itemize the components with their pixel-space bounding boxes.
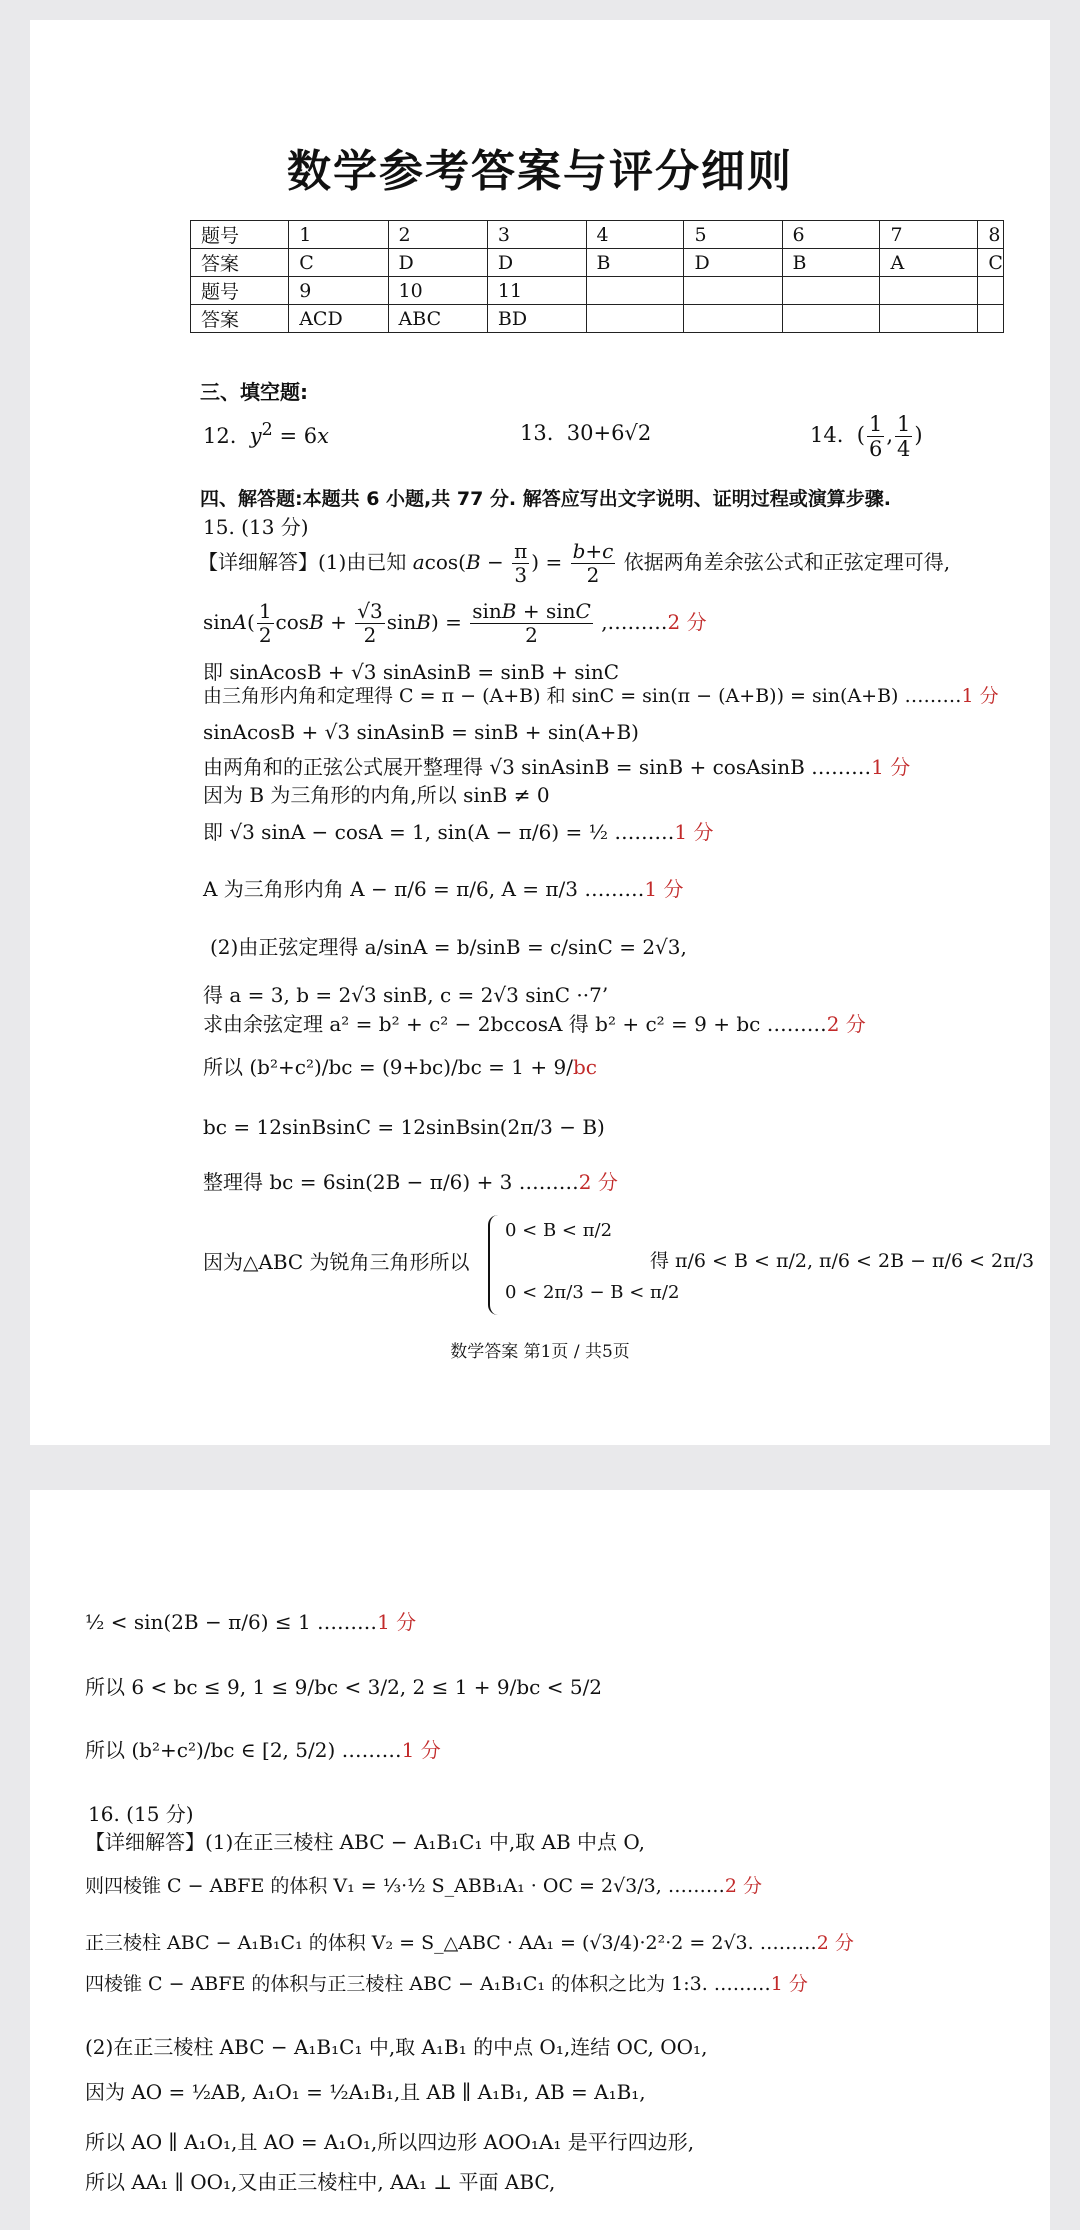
q16-line-7: 所以 AO ∥ A₁O₁,且 AO = A₁O₁,所以四边形 AOO₁A₁ 是平行四边形,	[85, 2130, 695, 2154]
answer-table-cell: 5	[684, 221, 782, 249]
answer-table-row	[191, 277, 1004, 305]
q16-line-2: 则四棱锥 C − ABFE 的体积 V₁ = ⅓·½ S_ABB₁A₁ · OC = 2√3/3, ………2 分	[85, 1875, 762, 1897]
answer-table-cell	[978, 277, 1004, 305]
q16-line-4: 四棱锥 C − ABFE 的体积与正三棱柱 ABC − A₁B₁C₁ 的体积之比为 1:3. ………1 分	[85, 1973, 808, 1995]
q15-line-4: 由三角形内角和定理得 C = π − (A+B) 和 sinC = sin(π − (A+B)) = sin(A+B) ………1 分	[203, 685, 999, 707]
answer-table-cell	[978, 305, 1004, 333]
section-fill-heading: 三、填空题:	[200, 380, 308, 404]
answer-table-cell: ABC	[388, 305, 487, 333]
answer-table-cell: 7	[880, 221, 978, 249]
q15-cond-2: 0 < 2π/3 − B < π/2	[505, 1282, 680, 1303]
answer-table-cell: A	[880, 249, 978, 277]
answer-table-cell: ACD	[289, 305, 388, 333]
q15-cond-1: 0 < B < π/2	[505, 1220, 613, 1241]
q15-line-5: sinAcosB + √3 sinAsinB = sinB + sin(A+B)	[203, 720, 639, 744]
answer-table-cell: 1	[289, 221, 388, 249]
answer-table-cell: 4	[586, 221, 684, 249]
q15-line-9: A 为三角形内角 A − π/6 = π/6, A = π/3 ………1 分	[203, 877, 684, 901]
answer-table-header-cell: 题号	[191, 277, 289, 305]
answer-page-1	[30, 20, 1050, 1445]
answer-table-cell	[586, 277, 684, 305]
answer-table-row	[191, 249, 1004, 277]
answer-table-cell: C	[289, 249, 388, 277]
answer-table-cell: D	[388, 249, 487, 277]
answer-page-2	[30, 1490, 1050, 2230]
answer-table-cell: D	[487, 249, 586, 277]
answer-table-cell: 9	[289, 277, 388, 305]
q15-line-13: 所以 (b²+c²)/bc = (9+bc)/bc = 1 + 9/bc	[203, 1055, 597, 1079]
q15-line-14: bc = 12sinBsinC = 12sinBsin(2π/3 − B)	[203, 1115, 605, 1139]
answer-table-cell: C	[978, 249, 1004, 277]
q16-line-3: 正三棱柱 ABC − A₁B₁C₁ 的体积 V₂ = S_△ABC · AA₁ = (√3/4)·2²·2 = 2√3. ………2 分	[85, 1932, 854, 1954]
answer-table	[190, 220, 1004, 333]
answer-table-row	[191, 305, 1004, 333]
answer-table-cell: B	[586, 249, 684, 277]
q13: 13. 30+6√2	[520, 421, 652, 445]
q12: 12. $y^2 = 6x$	[203, 420, 329, 448]
q15-line-2: sinA( $\frac{1}{2}$ cosB + $\frac{√3}{2}$ sinB) = $\frac{\sin B + \sin C}{2}$ ,………2 分	[203, 599, 707, 647]
answer-table-cell: 2	[388, 221, 487, 249]
section-solve-heading: 四、解答题:本题共 6 小题,共 77 分. 解答应写出文字说明、证明过程或演算步骤.	[200, 488, 891, 510]
answer-table-cell: D	[684, 249, 782, 277]
answer-table-cell	[586, 305, 684, 333]
answer-table-header-cell: 答案	[191, 249, 289, 277]
q15-line-15: 整理得 bc = 6sin(2B − π/6) + 3 ………2 分	[203, 1170, 618, 1194]
q15-cont-line-3: 所以 (b²+c²)/bc ∈ [2, 5/2) ………1 分	[85, 1738, 441, 1762]
q16-heading: 16. (15 分)	[88, 1802, 194, 1826]
q15-line-7: 因为 B 为三角形的内角,所以 sinB ≠ 0	[203, 783, 550, 807]
answer-table-cell: 8	[978, 221, 1004, 249]
answer-table-cell	[782, 305, 880, 333]
answer-table-cell: 10	[388, 277, 487, 305]
q15-heading: 15. (13 分)	[203, 515, 309, 539]
q16-line-6: 因为 AO = ½AB, A₁O₁ = ½A₁B₁,且 AB ∥ A₁B₁, AB = A₁B₁,	[85, 2080, 646, 2104]
q16-line-8: 所以 AA₁ ∥ OO₁,又由正三棱柱中, AA₁ ⊥ 平面 ABC,	[85, 2170, 556, 2194]
page-footer: 数学答案 第1页 / 共5页	[450, 1342, 630, 1362]
q15-line-16-result: 得 π/6 < B < π/2, π/6 < 2B − π/6 < 2π/3	[650, 1250, 1035, 1272]
answer-table-cell	[782, 277, 880, 305]
answer-table-row	[191, 221, 1004, 249]
answer-table-cell: B	[782, 249, 880, 277]
q14: 14. ( $\frac{1}{6}$ , $\frac{1}{4}$ )	[810, 412, 923, 462]
answer-table-cell: 11	[487, 277, 586, 305]
answer-table-cell: 3	[487, 221, 586, 249]
q15-line-11: 得 a = 3, b = 2√3 sinB, c = 2√3 sinC ··7’	[203, 983, 609, 1007]
answer-table-cell: 6	[782, 221, 880, 249]
answer-table-cell	[684, 277, 782, 305]
answer-table-header-cell: 题号	[191, 221, 289, 249]
page-title: 数学参考答案与评分细则	[287, 146, 793, 197]
q16-line-5: (2)在正三棱柱 ABC − A₁B₁C₁ 中,取 A₁B₁ 的中点 O₁,连结 OC, OO₁,	[85, 2035, 708, 2059]
q15-cont-line-2: 所以 6 < bc ≤ 9, 1 ≤ 9/bc < 3/2, 2 ≤ 1 + 9/bc < 5/2	[85, 1675, 603, 1699]
answer-table-cell: BD	[487, 305, 586, 333]
q15-line-12: 求由余弦定理 a² = b² + c² − 2bccosA 得 b² + c² = 9 + bc ………2 分	[203, 1012, 866, 1036]
answer-table-cell	[880, 277, 978, 305]
q15-line-1: 【详细解答】(1)由已知 acos(B − $\frac{\pi}{3}$ ) = $\frac{b+c}{2}$ 依据两角差余弦公式和正弦定理可得,	[198, 539, 951, 587]
q15-line-3: 即 sinAcosB + √3 sinAsinB = sinB + sinC	[203, 660, 620, 684]
q15-line-8: 即 √3 sinA − cosA = 1, sin(A − π/6) = ½ ………1 分	[203, 820, 714, 844]
q15-line-16-lead: 因为△ABC 为锐角三角形所以	[203, 1250, 470, 1274]
q15-line-10: (2)由正弦定理得 a/sinA = b/sinB = c/sinC = 2√3,	[210, 935, 687, 959]
q15-cont-line-1: ½ < sin(2B − π/6) ≤ 1 ………1 分	[85, 1610, 417, 1634]
answer-table-cell	[880, 305, 978, 333]
answer-table-cell	[684, 305, 782, 333]
answer-table-header-cell: 答案	[191, 305, 289, 333]
q15-line-6: 由两角和的正弦公式展开整理得 √3 sinAsinB = sinB + cosAsinB ………1 分	[203, 755, 911, 779]
system-brace	[488, 1215, 502, 1315]
q16-line-1: 【详细解答】(1)在正三棱柱 ABC − A₁B₁C₁ 中,取 AB 中点 O,	[85, 1830, 645, 1854]
